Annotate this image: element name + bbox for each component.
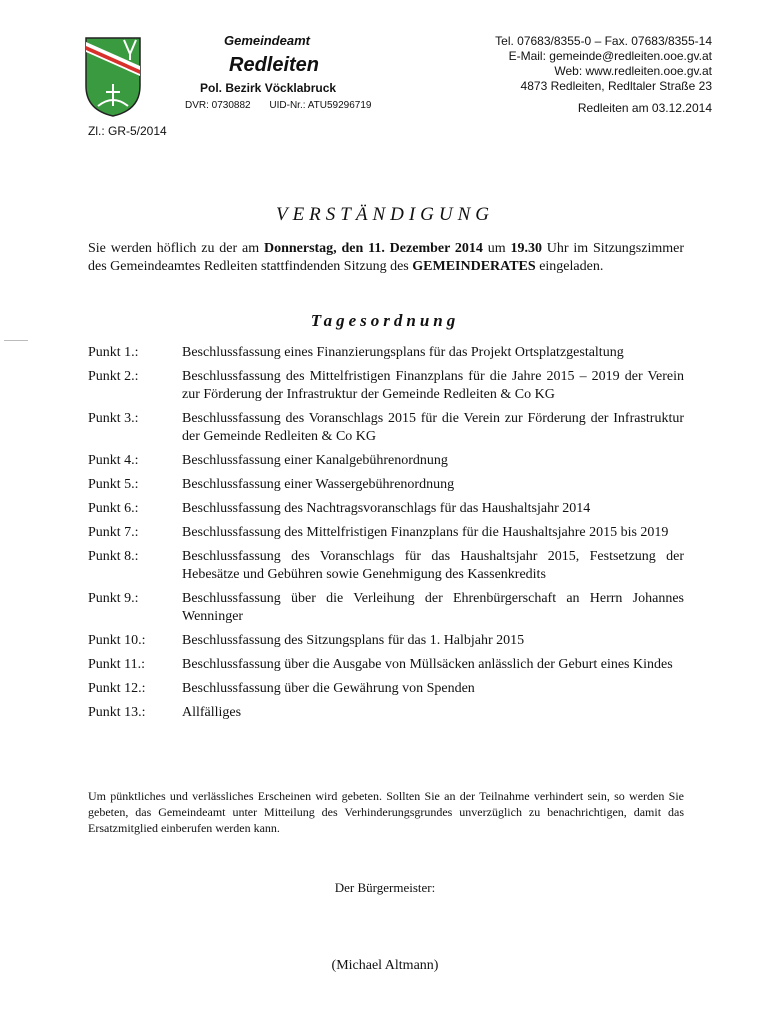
agenda-item-number: Punkt 8.: <box>88 549 139 564</box>
meeting-body: GEMEINDERATES <box>412 259 536 274</box>
intro-text-4: eingeladen. <box>535 259 604 274</box>
org-name-line1: Gemeindeamt <box>224 33 310 48</box>
agenda-item-text: Beschlussfassung über die Gewährung von Spenden <box>182 681 475 696</box>
registration-ids <box>185 100 387 111</box>
agenda-item-text: Beschlussfassung des Voranschlags 2015 für die Verein zur Förderung der Infrastruktur der Gemeinde Redleiten & Co KG <box>182 411 684 444</box>
signer-name: (Michael Altmann) <box>331 958 439 973</box>
agenda-item-number: Punkt 1.: <box>88 345 139 360</box>
invitation-paragraph <box>88 240 684 276</box>
agenda-item-text: Beschlussfassung des Voranschlags für das Haushaltsjahr 2015, Festsetzung der Hebesätze und Gebühren sowie Genehmigung des Kassenkredits <box>182 549 684 582</box>
agenda-item <box>88 590 684 626</box>
agenda-item-text: Allfälliges <box>182 705 242 720</box>
org-district: Pol. Bezirk Vöcklabruck <box>200 81 337 95</box>
agenda-item-text: Beschlussfassung eines Finanzierungsplans für das Projekt Ortsplatzgestaltung <box>182 345 624 360</box>
agenda-item-number: Punkt 13.: <box>88 705 146 720</box>
uid-number: UID-Nr.: ATU59296719 <box>269 100 372 111</box>
dvr-number: DVR: 0730882 <box>185 100 251 111</box>
agenda-item <box>88 680 684 698</box>
agenda-item-number: Punkt 9.: <box>88 591 139 606</box>
agenda-item <box>88 656 684 674</box>
contact-phone: Tel. 07683/8355-0 – Fax. 07683/8355-14 <box>495 34 712 48</box>
agenda-item <box>88 368 684 404</box>
closing-title: Der Bürgermeister: <box>334 880 436 895</box>
agenda-item <box>88 410 684 446</box>
intro-text-3: Uhr im Sitzungszimmer des Gemeindeamtes Redleiten stattfindenden Sitzung des <box>88 241 685 274</box>
agenda-item-number: Punkt 5.: <box>88 477 139 492</box>
agenda-item-number: Punkt 7.: <box>88 525 139 540</box>
org-name-line2: Redleiten <box>229 54 320 76</box>
attendance-notice: Um pünktliches und verlässliches Erscheinen wird gebeten. Sollten Sie an der Teilnahme verhindert sein, so werden Sie gebeten, das Gemeindeamt unter Mitteilung des Verhinderungsgrundes unverzüglich zu benachrichtigen, damit das Ersatzmitglied einberufen werden kann. <box>88 789 684 835</box>
contact-web: Web: www.redleiten.ooe.gv.at <box>554 64 712 78</box>
agenda-item <box>88 500 684 518</box>
document-title: VERSTÄNDIGUNG <box>275 204 495 225</box>
contact-address: 4873 Redleiten, Redltaler Straße 23 <box>520 79 712 93</box>
agenda-item-number: Punkt 3.: <box>88 411 139 426</box>
agenda-item <box>88 524 684 542</box>
date-line: Redleiten am 03.12.2014 <box>577 101 712 115</box>
margin-mark <box>4 340 28 341</box>
agenda-item <box>88 548 684 584</box>
agenda-item-number: Punkt 12.: <box>88 681 146 696</box>
intro-text-1: Sie werden höflich zu der am <box>88 241 264 256</box>
agenda-item-text: Beschlussfassung über die Verleihung der Ehrenbürgerschaft an Herrn Johannes Wenninger <box>182 591 684 624</box>
agenda-item-text: Beschlussfassung des Sitzungsplans für das 1. Halbjahr 2015 <box>182 633 525 648</box>
contact-block <box>495 34 712 94</box>
agenda-item-text: Beschlussfassung einer Kanalgebührenordnung <box>182 453 448 468</box>
agenda-item <box>88 452 684 470</box>
municipal-crest <box>84 36 142 118</box>
agenda-item-number: Punkt 10.: <box>88 633 146 648</box>
agenda-item <box>88 632 684 650</box>
agenda-item-number: Punkt 6.: <box>88 501 139 516</box>
agenda-item-text: Beschlussfassung des Nachtragsvoranschlags für das Haushaltsjahr 2014 <box>182 501 591 516</box>
agenda-title: Tagesordnung <box>310 311 460 330</box>
agenda-item <box>88 704 684 722</box>
agenda-item-text: Beschlussfassung über die Ausgabe von Müllsäcken anlässlich der Geburt eines Kindes <box>182 657 673 672</box>
meeting-date: Donnerstag, den 11. Dezember 2014 <box>263 241 483 256</box>
agenda-item-number: Punkt 4.: <box>88 453 139 468</box>
agenda-list <box>88 344 684 728</box>
reference-number: Zl.: GR-5/2014 <box>88 124 167 138</box>
agenda-item <box>88 344 684 362</box>
agenda-item-number: Punkt 11.: <box>88 657 146 672</box>
agenda-item-number: Punkt 2.: <box>88 369 139 384</box>
agenda-item-text: Beschlussfassung einer Wassergebührenordnung <box>182 477 455 492</box>
agenda-item <box>88 476 684 494</box>
agenda-item-text: Beschlussfassung des Mittelfristigen Finanzplans für die Haushaltsjahre 2015 bis 2019 <box>182 525 669 540</box>
contact-email: E-Mail: gemeinde@redleiten.ooe.gv.at <box>508 49 712 63</box>
agenda-item-text: Beschlussfassung des Mittelfristigen Finanzplans für die Jahre 2015 – 2019 der Verein zur Förderung der Infrastruktur der Gemeinde Redleiten & Co KG <box>182 369 684 402</box>
meeting-time: 19.30 <box>510 241 542 256</box>
intro-text-2: um <box>482 241 511 256</box>
